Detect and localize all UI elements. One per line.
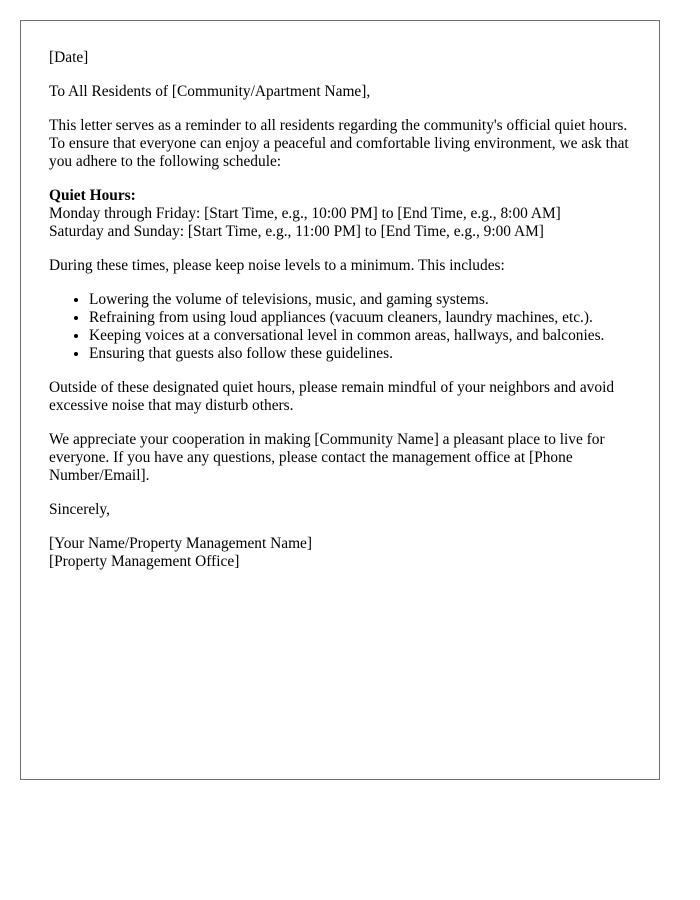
signature-block (49, 535, 631, 571)
guideline-item: • Refraining from using loud appliances (vacuum cleaners, laundry machines, etc.). (89, 309, 631, 327)
letter-salutation: To All Residents of [Community/Apartment Name], (49, 83, 371, 100)
guidelines-list (49, 291, 631, 363)
signature-name: [Your Name/Property Management Name] (49, 535, 313, 552)
weekday-hours: Monday through Friday: [Start Time, e.g., 10:00 PM] to [End Time, e.g., 8:00 AM] (49, 205, 561, 222)
letter-page (20, 20, 660, 780)
closing-note: We appreciate your cooperation in making [Community Name] a pleasant place to live for everyone. If you have any questions, please contact the management office at [Phone Number/Email]. (49, 431, 605, 484)
outside-hours-note: Outside of these designated quiet hours, please remain mindful of your neighbors and avoid excessive noise that may disturb others. (49, 379, 615, 414)
letter-date: [Date] (49, 49, 89, 66)
letter-intro: This letter serves as a reminder to all residents regarding the community's official quiet hours. To ensure that everyone can enjoy a peaceful and comfortable living environment, we ask that you adhere to the following schedule: (49, 117, 629, 170)
signature-office: [Property Management Office] (49, 553, 240, 570)
weekend-hours: Saturday and Sunday: [Start Time, e.g., 11:00 PM] to [End Time, e.g., 9:00 AM] (49, 223, 544, 240)
sign-off: Sincerely, (49, 501, 110, 518)
guideline-item: • Ensuring that guests also follow these guidelines. (89, 345, 631, 363)
quiet-hours-schedule (49, 187, 631, 241)
guidelines-intro: During these times, please keep noise levels to a minimum. This includes: (49, 257, 505, 274)
quiet-hours-heading: Quiet Hours: (49, 187, 136, 204)
guideline-item: • Lowering the volume of televisions, music, and gaming systems. (89, 291, 631, 309)
guideline-item: • Keeping voices at a conversational level in common areas, hallways, and balconies. (89, 327, 631, 345)
